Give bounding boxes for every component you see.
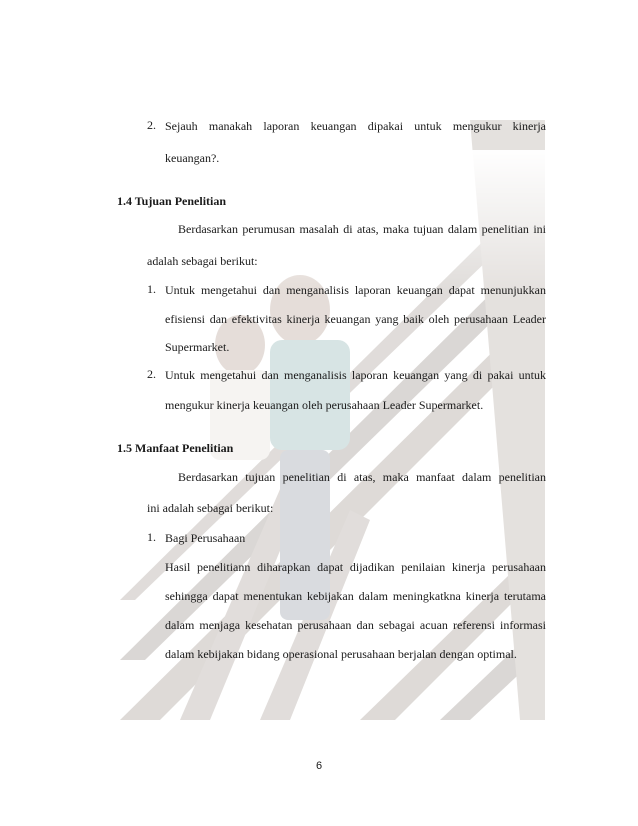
paragraph-text: Berdasarkan tujuan penelitian di atas, maka manfaat dalam penelitian (178, 470, 546, 484)
paragraph-text: Berdasarkan perumusan masalah di atas, maka tujuan dalam penelitian ini (178, 222, 546, 236)
list-item-text: Untuk mengetahui dan menganalisis laporan keuangan dapat menunjukkan (165, 283, 546, 297)
list-item-text: sehingga dapat menentukan kebijakan dalam meningkatkna kinerja terutama (165, 589, 546, 603)
list-number: 1. (147, 282, 156, 296)
list-number: 2. (147, 367, 156, 381)
section-heading-tujuan: 1.4 Tujuan Penelitian (117, 194, 227, 208)
list-item-text: efisiensi dan efektivitas kinerja keuangan yang baik oleh perusahaan Leader (165, 312, 546, 326)
page-number: 6 (315, 760, 323, 772)
list-item-text: dalam menjaga kesehatan perusahaan dan sebagai acuan referensi informasi (165, 618, 546, 632)
list-item-title: Bagi Perusahaan (165, 531, 246, 545)
list-item-text: Sejauh manakah laporan keuangan dipakai untuk mengukur kinerja (165, 119, 546, 133)
paragraph-text: ini adalah sebagai berikut: (147, 501, 274, 515)
list-item-text: keuangan?. (165, 151, 220, 165)
section-heading-manfaat: 1.5 Manfaat Penelitian (117, 441, 234, 455)
list-number: 2. (147, 118, 156, 132)
list-item-text: Hasil penelitiann diharapkan dapat dijadikan penilaian kinerja perusahaan (165, 560, 546, 574)
list-item-text: Untuk mengetahui dan menganalisis laporan keuangan yang di pakai untuk (165, 368, 546, 382)
list-item-text: dalam kebijakan bidang operasional perusahaan berjalan dengan optimal. (165, 647, 517, 661)
paragraph-text: adalah sebagai berikut: (147, 254, 258, 268)
list-item-text: mengukur kinerja keuangan oleh perusahaan Leader Supermarket. (165, 398, 484, 412)
list-item-text: Supermarket. (165, 340, 230, 354)
list-number: 1. (147, 530, 156, 544)
